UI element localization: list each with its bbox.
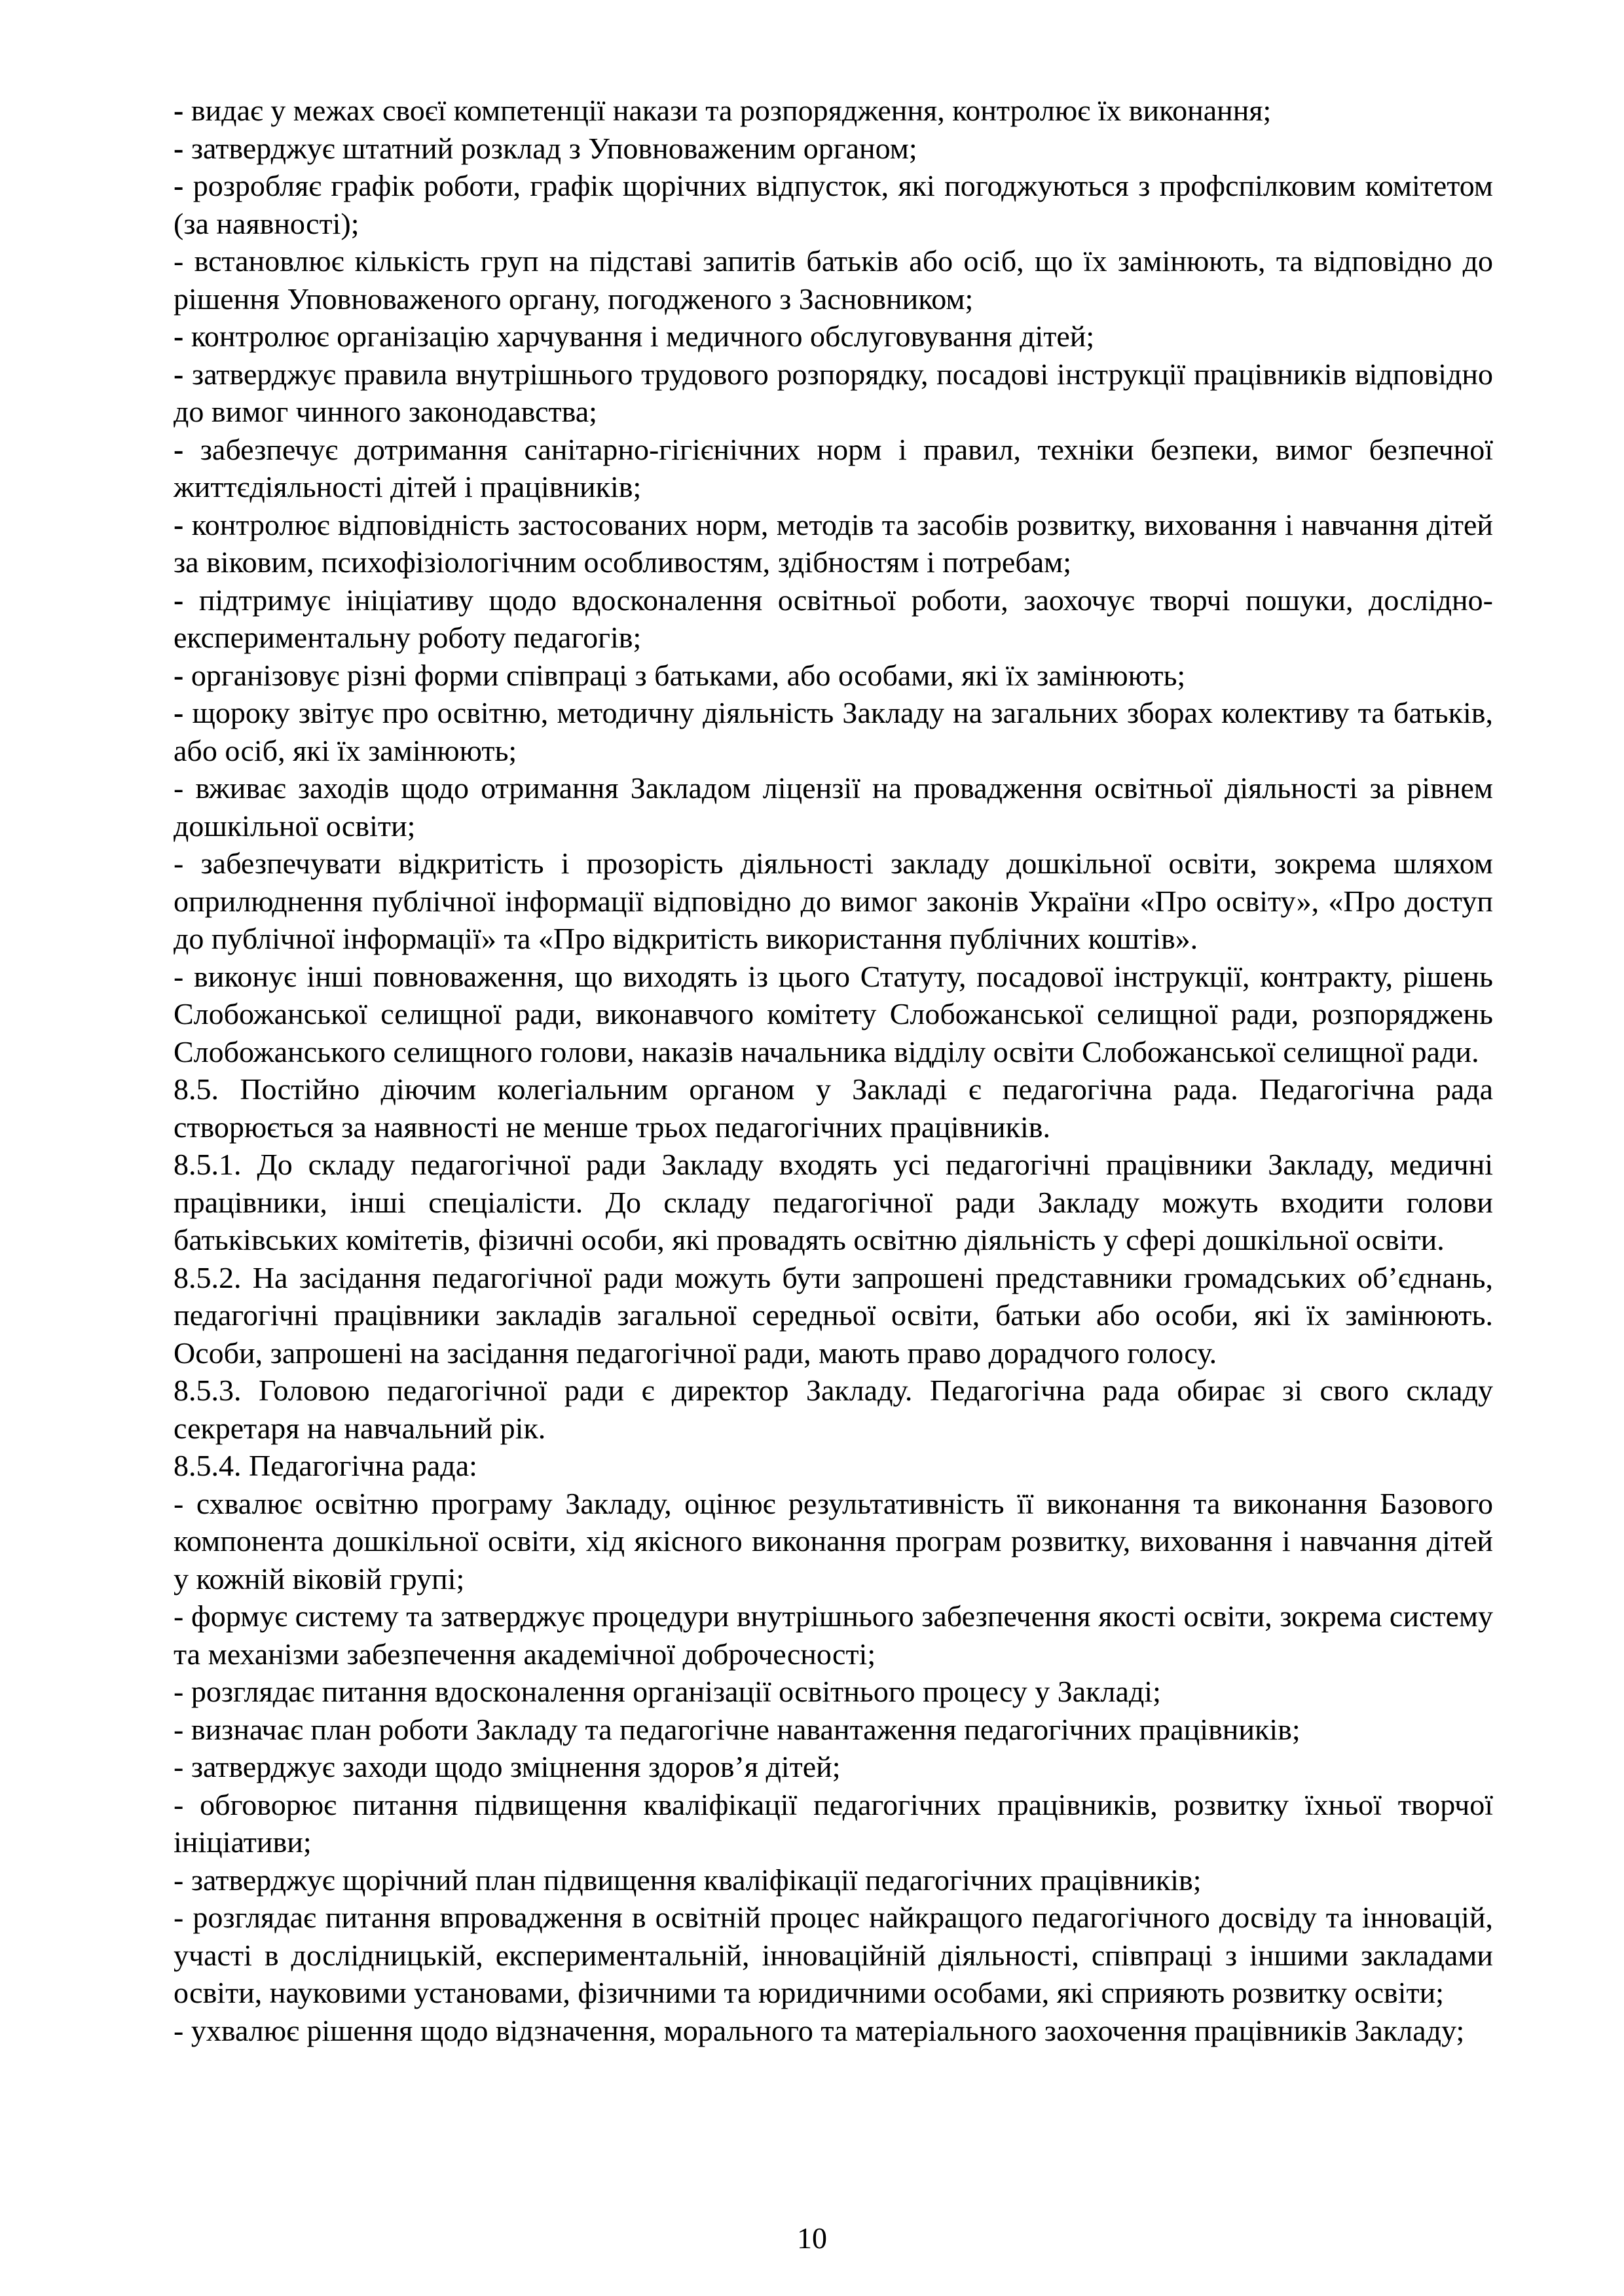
paragraph <box>174 355 1493 431</box>
paragraph-text: ухвалює рішення щодо відзначення, морального та матеріального заохочення працівників Закладу; <box>183 2013 1465 2047</box>
paragraph <box>174 130 1493 168</box>
list-dash: - <box>174 432 184 466</box>
paragraph-text: обговорює питання підвищення кваліфікації педагогічних працівників, розвитку їхньої творчої ініціативи; <box>174 1787 1493 1859</box>
paragraph-text: 8.5.1. До складу педагогічної ради Закладу входять усі педагогічні працівники Закладу, медичні працівники, інші спеціалісти. До складу педагогічної ради Закладу можуть входити голови батьківських комітетів, фізичні особи, які провадять освітню діяльність у сфері дошкільної освіти. <box>174 1148 1493 1256</box>
section-paragraph <box>174 1146 1493 1259</box>
paragraph <box>174 958 1493 1071</box>
paragraph-text: виконує інші повноваження, що виходять із цього Статуту, посадової інструкції, контракту, рішень Слобожанської селищної ради, виконавчого комітету Слобожанської селищної ради, розпоряджень Слобожанського селищного голови, наказів начальника відділу освіти Слобожанської селищної ради. <box>174 959 1493 1068</box>
paragraph-text: затверджує щорічний план підвищення кваліфікації педагогічних працівників; <box>183 1863 1202 1897</box>
paragraph-text: затверджує штатний розклад з Уповноваженим органом; <box>183 131 917 165</box>
paragraph <box>174 1899 1493 2012</box>
list-dash: - <box>174 1675 184 1708</box>
paragraph-text: визначає план роботи Закладу та педагогічне навантаження педагогічних працівників; <box>183 1712 1301 1746</box>
section-paragraph <box>174 1372 1493 1447</box>
paragraph-text: розглядає питання впровадження в освітній процес найкращого педагогічного досвіду та інновацій, участі в дослідницькій, експериментальній, інноваційній діяльності, співпраці з іншими закладами освіти, науковими установами, фізичними та юридичними особами, які сприяють розвитку освіти; <box>174 1901 1493 2009</box>
paragraph-text: видає у межах своєї компетенції накази та розпорядження, контролює їх виконання; <box>183 94 1272 127</box>
paragraph-text: 8.5.3. Головою педагогічної ради є директор Закладу. Педагогічна рада обирає зі свого складу секретаря на навчальний рік. <box>174 1374 1493 1445</box>
section-heading <box>174 1447 1493 1485</box>
list-dash: - <box>174 1750 184 1783</box>
paragraph <box>174 318 1493 355</box>
paragraph-text: затверджує заходи щодо зміцнення здоров’я дітей; <box>183 1750 841 1783</box>
list-dash: - <box>174 658 184 692</box>
section-paragraph <box>174 1259 1493 1372</box>
list-dash: - <box>174 169 184 202</box>
paragraph <box>174 581 1493 657</box>
list-dash: - <box>174 94 184 127</box>
paragraph-text: 8.5.4. Педагогічна рада: <box>174 1449 477 1482</box>
list-dash: - <box>174 696 184 729</box>
paragraph <box>174 167 1493 242</box>
list-dash: - <box>174 1901 184 1934</box>
list-dash: - <box>174 319 184 353</box>
page-number: 10 <box>797 2221 827 2255</box>
paragraph-text: контролює організацію харчування і медичного обслуговування дітей; <box>183 319 1095 353</box>
list-dash: - <box>174 2013 184 2047</box>
paragraph <box>174 1748 1493 1786</box>
paragraph-text: формує систему та затверджує процедури внутрішнього забезпечення якості освіти, зокрема систему та механізми забезпечення академічної доброчесності; <box>174 1599 1493 1671</box>
list-dash: - <box>174 131 184 165</box>
paragraph-text: забезпечувати відкритість і прозорість діяльності закладу дошкільної освіти, зокрема шляхом оприлюднення публічної інформації відповідно до вимог законів України «Про освіту», «Про доступ до публічної інформації» та «Про відкритість використання публічних коштів». <box>174 847 1493 955</box>
paragraph-text: 8.5. Постійно діючим колегіальним органом у Закладі є педагогічна рада. Педагогічна рада створюється за наявності не менше трьох педагогічних працівників. <box>174 1072 1493 1144</box>
paragraph-text: забезпечує дотримання санітарно-гігієнічних норм і правил, техніки безпеки, вимог безпечної життєдіяльності дітей і працівників; <box>174 432 1493 503</box>
paragraph <box>174 694 1493 769</box>
list-dash: - <box>174 1787 184 1821</box>
paragraph <box>174 2012 1493 2050</box>
list-dash: - <box>174 244 184 278</box>
paragraph <box>174 1673 1493 1711</box>
paragraph-text: контролює відповідність застосованих норм, методів та засобів розвитку, виховання і навчання дітей за віковим, психофізіологічним особливостям, здібностям і потребам; <box>174 507 1493 579</box>
list-dash: - <box>174 507 184 541</box>
paragraph-text: щороку звітує про освітню, методичну діяльність Закладу на загальних зборах колективу та батьків, або осіб, які їх замінюють; <box>174 696 1493 767</box>
list-dash: - <box>174 1863 184 1897</box>
paragraph-text: схвалює освітню програму Закладу, оцінює результативність її виконання та виконання Базового компонента дошкільної освіти, хід якісного виконання програм розвитку, виховання і навчання дітей у кожній віковій групі; <box>174 1486 1493 1595</box>
paragraph-text: встановлює кількість груп на підставі запитів батьків або осіб, що їх замінюють, та відповідно до рішення Уповноваженого органу, погодженого з Засновником; <box>174 244 1493 316</box>
paragraph-text: підтримує ініціативу щодо вдосконалення освітньої роботи, заохочує творчі пошуки, дослідно-експериментальну роботу педагогів; <box>174 583 1493 654</box>
paragraph-text: затверджує правила внутрішнього трудового розпорядку, посадові інструкції працівників відповідно до вимог чинного законодавства; <box>174 357 1493 428</box>
paragraph <box>174 1786 1493 1861</box>
paragraph-text: розглядає питання вдосконалення організації освітнього процесу у Закладі; <box>183 1675 1161 1708</box>
paragraph <box>174 1711 1493 1749</box>
paragraph <box>174 769 1493 845</box>
paragraph <box>174 1597 1493 1673</box>
paragraph-text: 8.5.2. На засідання педагогічної ради можуть бути запрошені представники громадських об’єднань, педагогічні працівники закладів загальної середньої освіти, батьки або особи, які їх замінюють. Особи, запрошені на засідання педагогічної ради, мають право дорадчого голосу. <box>174 1260 1493 1370</box>
list-dash: - <box>174 1712 184 1746</box>
list-dash: - <box>174 959 184 993</box>
list-dash: - <box>174 771 184 805</box>
paragraph <box>174 845 1493 958</box>
list-dash: - <box>174 583 184 617</box>
list-dash: - <box>174 1486 184 1520</box>
paragraph <box>174 242 1493 318</box>
list-dash: - <box>174 1599 184 1633</box>
document-body <box>174 92 1493 2049</box>
paragraph-text: розробляє графік роботи, графік щорічних відпусток, які погоджуються з профспілковим комітетом (за наявності); <box>174 169 1493 240</box>
list-dash: - <box>174 847 184 880</box>
paragraph <box>174 506 1493 581</box>
paragraph <box>174 1861 1493 1899</box>
paragraph <box>174 657 1493 695</box>
paragraph-text: організовує різні форми співпраці з батьками, або особами, які їх замінюють; <box>183 658 1186 692</box>
paragraph <box>174 1485 1493 1598</box>
paragraph <box>174 92 1493 130</box>
paragraph-text: вживає заходів щодо отримання Закладом ліцензії на провадження освітньої діяльності за рівнем дошкільної освіти; <box>174 771 1493 843</box>
paragraph <box>174 431 1493 506</box>
section-paragraph <box>174 1070 1493 1146</box>
list-dash: - <box>174 357 184 391</box>
